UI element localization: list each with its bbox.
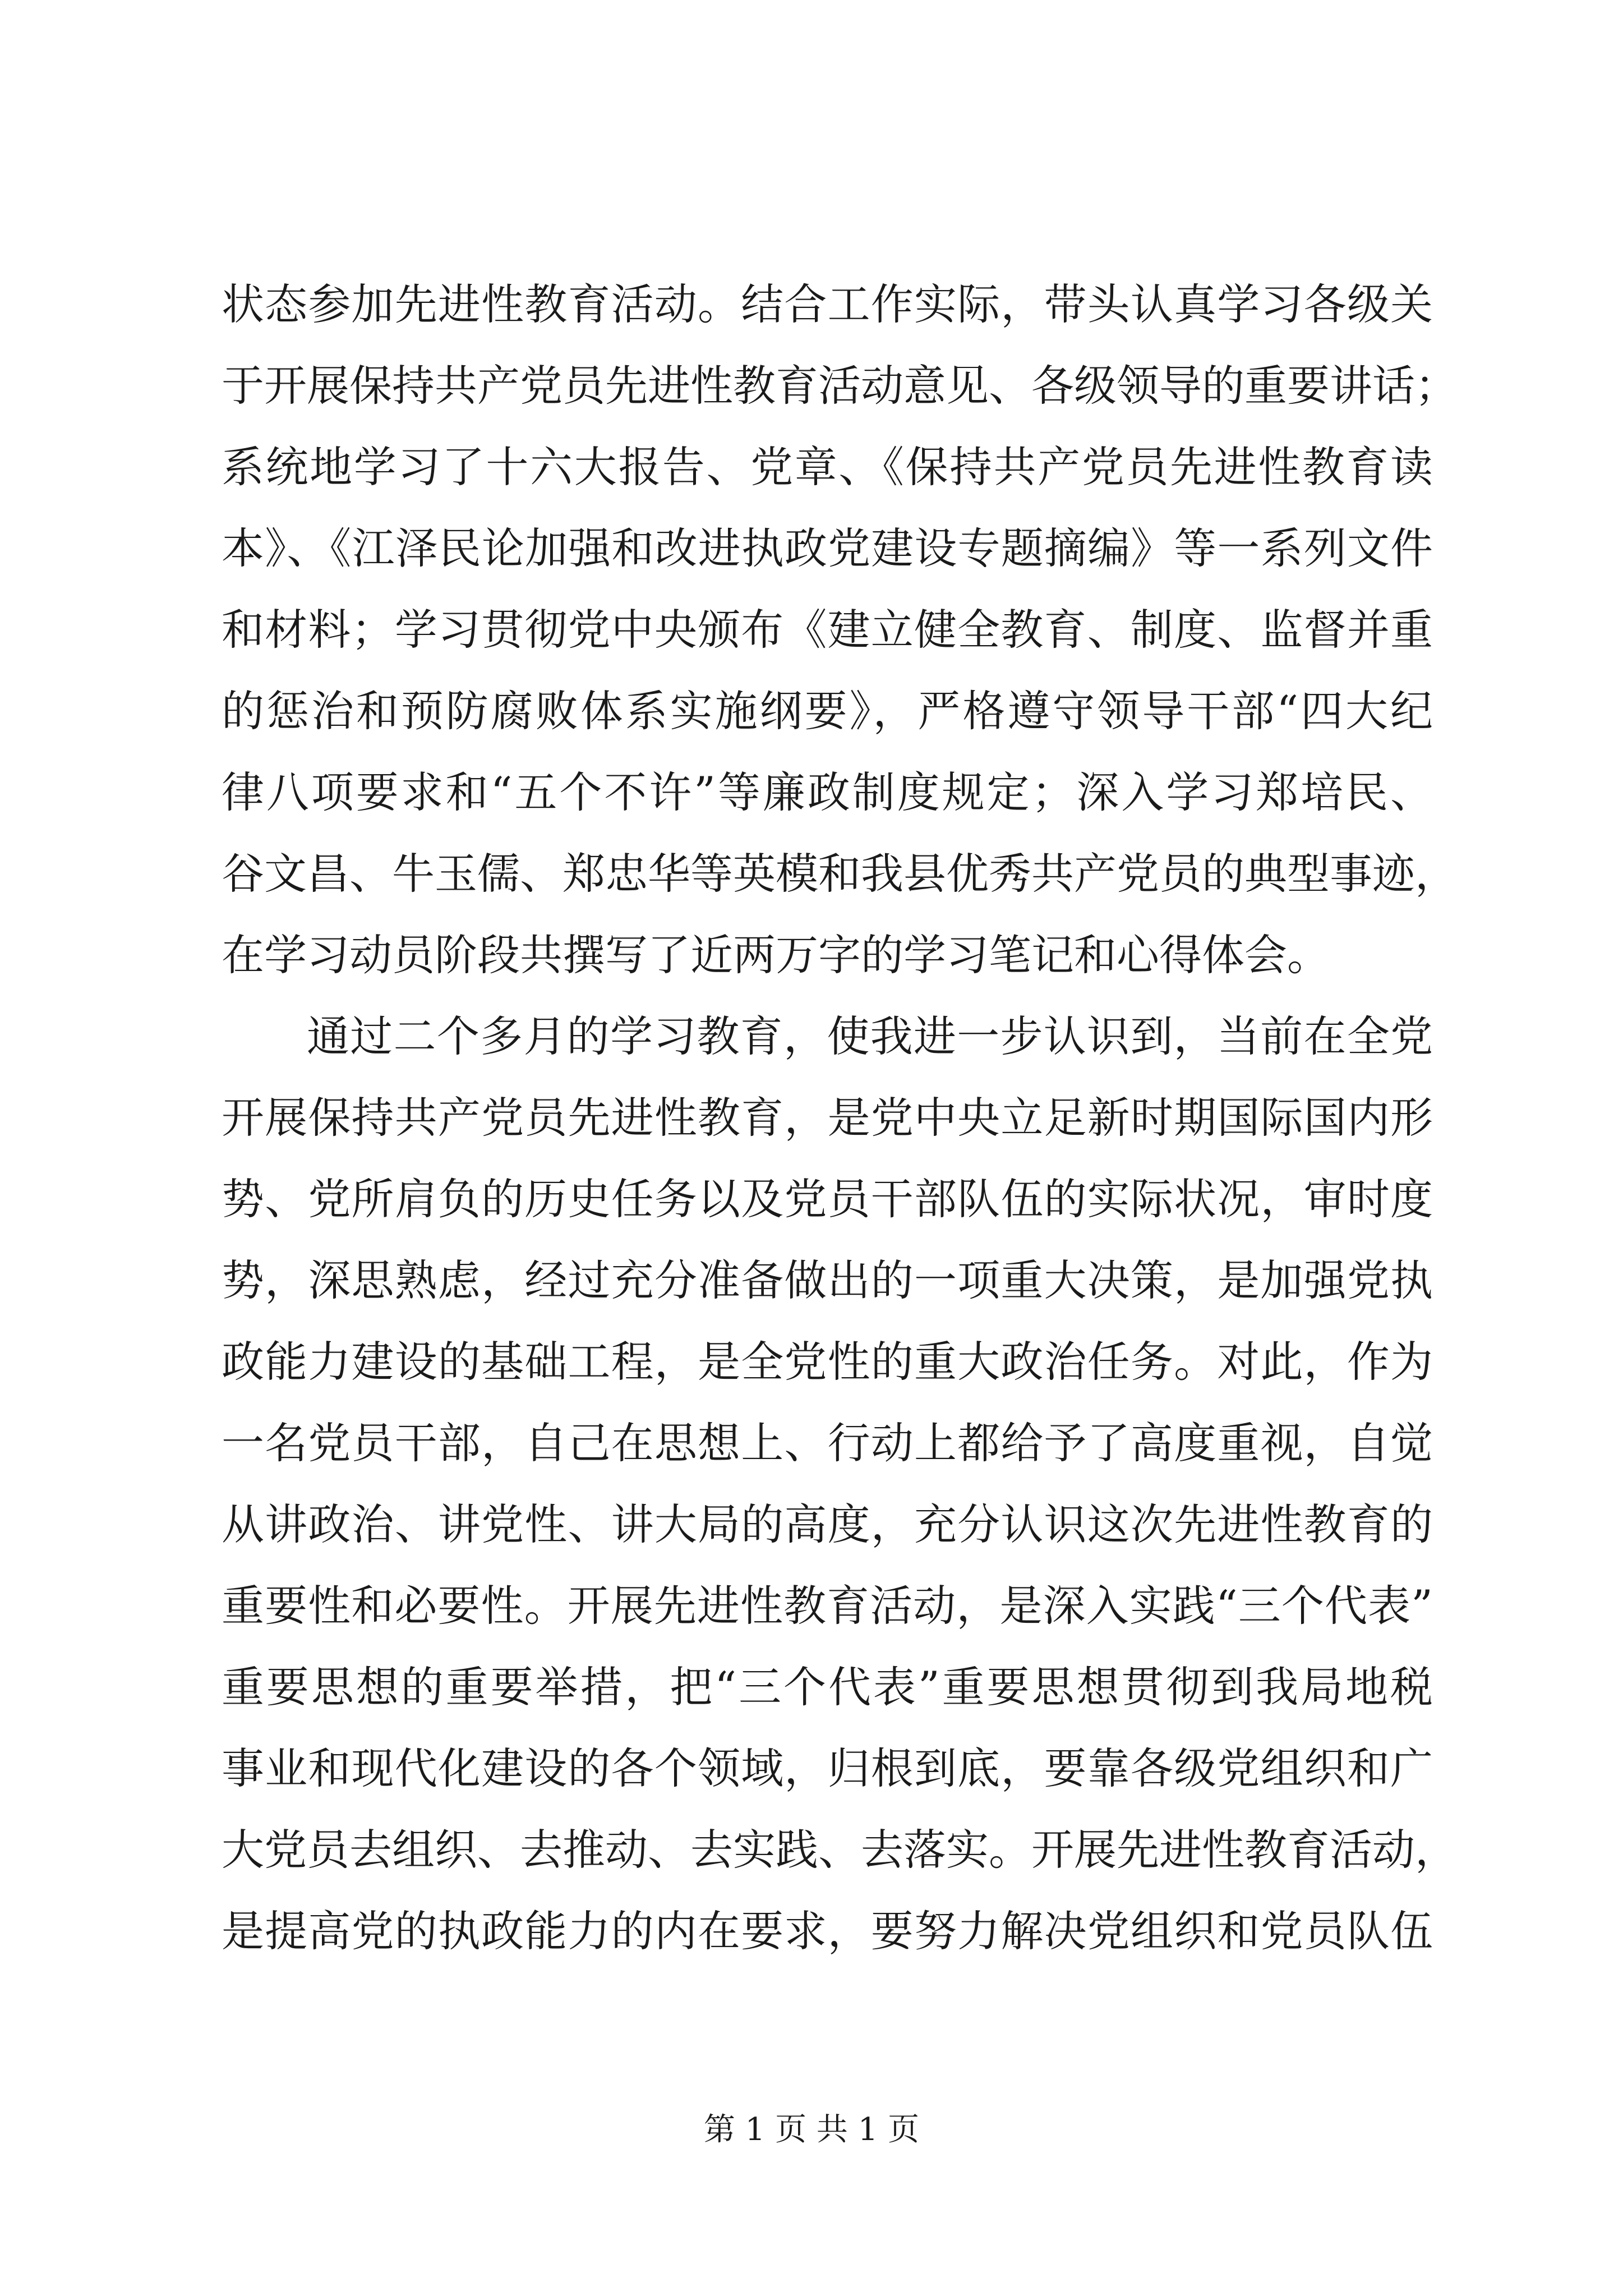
- document-body: [222, 264, 1458, 1972]
- text-line: 势，深思熟虑，经过充分准备做出的一项重大决策，是加强党执: [222, 1255, 1433, 1305]
- text-line: 通过二个多月的学习教育，使我进一步认识到，当前在全党: [307, 1011, 1433, 1061]
- text-line: 事业和现代化建设的各个领域，归根到底，要靠各级党组织和广: [222, 1743, 1433, 1793]
- text-line: 状态参加先进性教育活动。结合工作实际，带头认真学习各级关: [222, 279, 1433, 329]
- paragraph: [222, 264, 1458, 996]
- text-line: 在学习动员阶段共撰写了近两万字的学习笔记和心得体会。: [222, 930, 1330, 980]
- text-line: 的惩治和预防腐败体系实施纲要》，严格遵守领导干部“四大纪: [222, 686, 1433, 736]
- text-line: 于开展保持共产党员先进性教育活动意见、各级领导的重要讲话；: [222, 361, 1458, 411]
- text-line: 系统地学习了十六大报告、党章、《保持共产党员先进性教育读: [222, 442, 1433, 492]
- text-line: 是提高党的执政能力的内在要求，要努力解决党组织和党员队伍: [222, 1906, 1433, 1956]
- text-line: 开展保持共产党员先进性教育，是党中央立足新时期国际国内形: [222, 1093, 1433, 1143]
- text-line: 势、党所肩负的历史任务以及党员干部队伍的实际状况，审时度: [222, 1174, 1433, 1224]
- text-line: 谷文昌、牛玉儒、郑忠华等英模和我县优秀共产党员的典型事迹，: [222, 849, 1458, 899]
- text-line: 重要性和必要性。开展先进性教育活动，是深入实践“三个代表”: [222, 1581, 1433, 1631]
- text-line: 和材料；学习贯彻党中央颁布《建立健全教育、制度、监督并重: [222, 605, 1433, 655]
- text-line: 政能力建设的基础工程，是全党性的重大政治任务。对此，作为: [222, 1337, 1433, 1387]
- text-line: 本》、《江泽民论加强和改进执政党建设专题摘编》等一系列文件: [222, 523, 1433, 573]
- text-line: 从讲政治、讲党性、讲大局的高度，充分认识这次先进性教育的: [222, 1499, 1433, 1549]
- text-line: 一名党员干部，自己在思想上、行动上都给予了高度重视，自觉: [222, 1418, 1433, 1468]
- text-line: 律八项要求和“五个不许”等廉政制度规定；深入学习郑培民、: [222, 767, 1433, 817]
- page-footer: 第 1 页 共 1 页: [703, 2111, 920, 2148]
- paragraph: [222, 996, 1458, 1972]
- text-line: 大党员去组织、去推动、去实践、去落实。开展先进性教育活动，: [222, 1825, 1458, 1875]
- text-line: 重要思想的重要举措，把“三个代表”重要思想贯彻到我局地税: [222, 1662, 1433, 1712]
